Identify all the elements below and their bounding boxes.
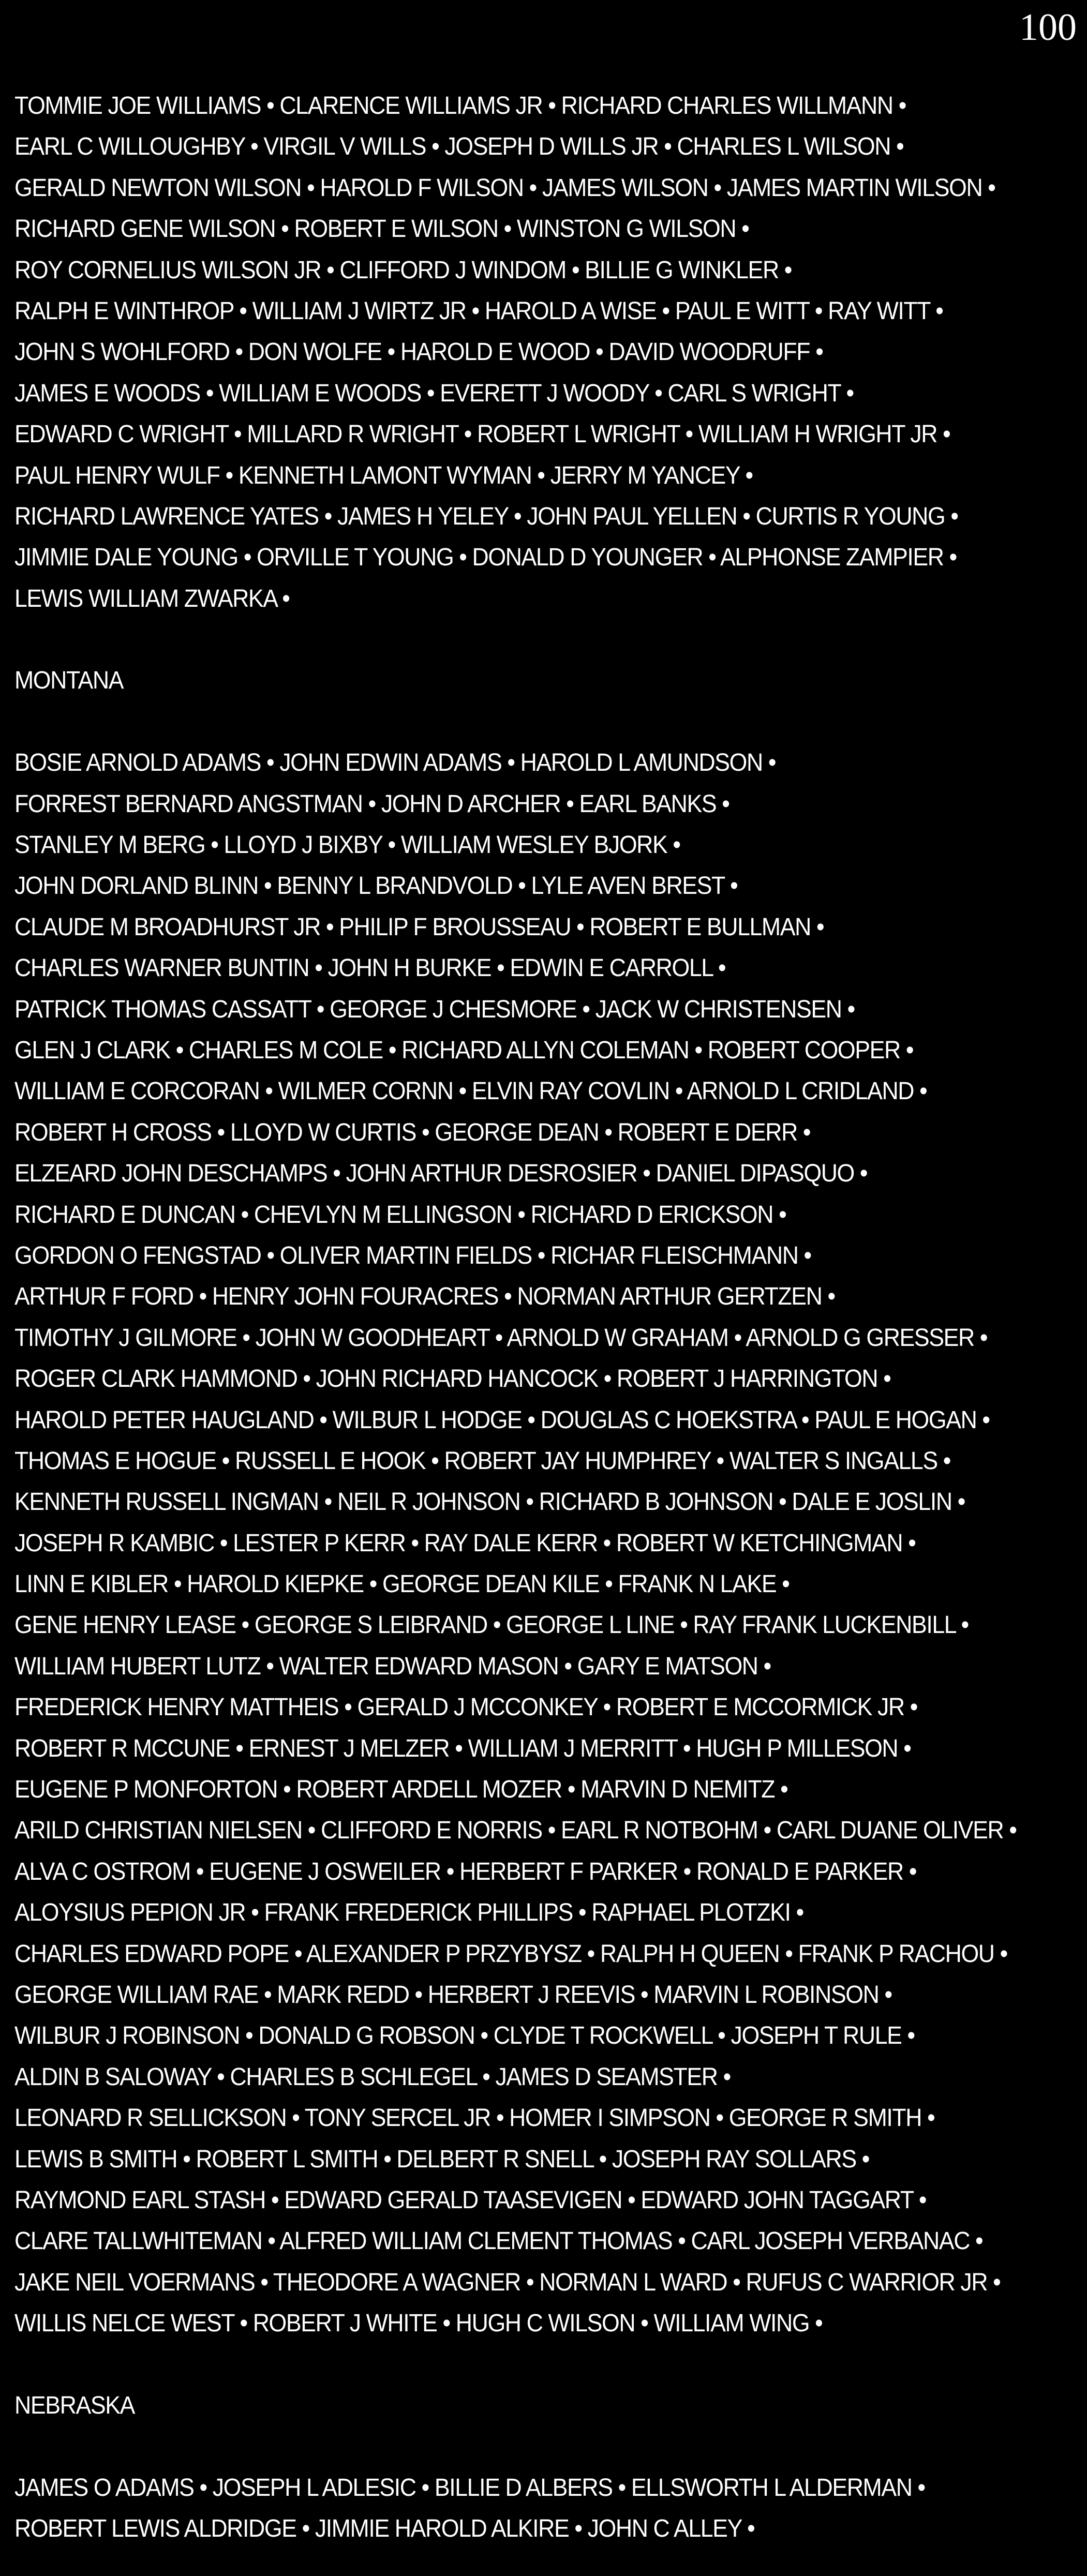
name-line: RICHARD E DUNCAN • CHEVLYN M ELLINGSON • RICHARD D ERICKSON • (14, 1201, 786, 1229)
name-line: ELZEARD JOHN DESCHAMPS • JOHN ARTHUR DESROSIER • DANIEL DIPASQUO • (14, 1160, 868, 1188)
name-line: WILLIAM HUBERT LUTZ • WALTER EDWARD MASON • GARY E MATSON • (14, 1652, 771, 1680)
section-spacer (14, 619, 1075, 660)
name-line: CHARLES WARNER BUNTIN • JOHN H BURKE • EDWIN E CARROLL • (14, 954, 726, 982)
name-line: ARTHUR F FORD • HENRY JOHN FOURACRES • NORMAN ARTHUR GERTZEN • (14, 1283, 835, 1311)
name-line: ALOYSIUS PEPION JR • FRANK FREDERICK PHILLIPS • RAPHAEL PLOTZKI • (14, 1899, 803, 1927)
section-spacer (14, 2426, 1075, 2467)
name-line: RALPH E WINTHROP • WILLIAM J WIRTZ JR • HAROLD A WISE • PAUL E WITT • RAY WITT • (14, 297, 943, 325)
name-line: JOSEPH R KAMBIC • LESTER P KERR • RAY DALE KERR • ROBERT W KETCHINGMAN • (14, 1529, 916, 1557)
name-line: RICHARD GENE WILSON • ROBERT E WILSON • WINSTON G WILSON • (14, 215, 749, 243)
name-line: ALVA C OSTROM • EUGENE J OSWEILER • HERBERT F PARKER • RONALD E PARKER • (14, 1858, 917, 1885)
name-line: ROGER CLARK HAMMOND • JOHN RICHARD HANCOCK • ROBERT J HARRINGTON • (14, 1365, 891, 1393)
name-line: EUGENE P MONFORTON • ROBERT ARDELL MOZER • MARVIN D NEMITZ • (14, 1776, 788, 1804)
name-line: LEWIS B SMITH • ROBERT L SMITH • DELBERT R SNELL • JOSEPH RAY SOLLARS • (14, 2145, 870, 2173)
name-line: FREDERICK HENRY MATTHEIS • GERALD J MCCONKEY • ROBERT E MCCORMICK JR • (14, 1694, 918, 1721)
name-line: JOHN DORLAND BLINN • BENNY L BRANDVOLD • LYLE AVEN BREST • (14, 872, 738, 900)
name-line: BOSIE ARNOLD ADAMS • JOHN EDWIN ADAMS • HAROLD L AMUNDSON • (14, 749, 776, 777)
name-line: HAROLD PETER HAUGLAND • WILBUR L HODGE • DOUGLAS C HOEKSTRA • PAUL E HOGAN • (14, 1406, 990, 1434)
name-line: GEORGE WILLIAM RAE • MARK REDD • HERBERT J REEVIS • MARVIN L ROBINSON • (14, 1981, 892, 2009)
name-line: STANLEY M BERG • LLOYD J BIXBY • WILLIAM WESLEY BJORK • (14, 831, 680, 859)
name-line: JAMES O ADAMS • JOSEPH L ADLESIC • BILLIE D ALBERS • ELLSWORTH L ALDERMAN • (14, 2474, 925, 2502)
name-line: CLAUDE M BROADHURST JR • PHILIP F BROUSSEAU • ROBERT E BULLMAN • (14, 913, 824, 941)
name-line: LINN E KIBLER • HAROLD KIEPKE • GEORGE DEAN KILE • FRANK N LAKE • (14, 1570, 790, 1598)
name-line: PAUL HENRY WULF • KENNETH LAMONT WYMAN • JERRY M YANCEY • (14, 461, 753, 489)
name-line: LEWIS WILLIAM ZWARKA • (14, 585, 290, 612)
state-heading: MONTANA (14, 667, 124, 695)
name-line: GLEN J CLARK • CHARLES M COLE • RICHARD ALLYN COLEMAN • ROBERT COOPER • (14, 1036, 914, 1064)
name-line: EARL C WILLOUGHBY • VIRGIL V WILLS • JOSEPH D WILLS JR • CHARLES L WILSON • (14, 133, 904, 161)
name-line: TOMMIE JOE WILLIAMS • CLARENCE WILLIAMS JR • RICHARD CHARLES WILLMANN • (14, 92, 906, 119)
name-line: WILBUR J ROBINSON • DONALD G ROBSON • CLYDE T ROCKWELL • JOSEPH T RULE • (14, 2022, 915, 2050)
name-line: GORDON O FENGSTAD • OLIVER MARTIN FIELDS • RICHAR FLEISCHMANN • (14, 1241, 811, 1269)
name-line: ROBERT R MCCUNE • ERNEST J MELZER • WILLIAM J MERRITT • HUGH P MILLESON • (14, 1734, 911, 1762)
name-line: RICHARD LAWRENCE YATES • JAMES H YELEY • JOHN PAUL YELLEN • CURTIS R YOUNG • (14, 502, 958, 530)
name-line: ROBERT LEWIS ALDRIDGE • JIMMIE HAROLD ALKIRE • JOHN C ALLEY • (14, 2515, 755, 2543)
section-spacer (14, 2344, 1075, 2385)
name-line: FORREST BERNARD ANGSTMAN • JOHN D ARCHER • EARL BANKS • (14, 790, 729, 818)
section-spacer (14, 701, 1075, 742)
name-line: THOMAS E HOGUE • RUSSELL E HOOK • ROBERT JAY HUMPHREY • WALTER S INGALLS • (14, 1447, 950, 1475)
name-line: JAKE NEIL VOERMANS • THEODORE A WAGNER • NORMAN L WARD • RUFUS C WARRIOR JR • (14, 2268, 1001, 2296)
name-line: PATRICK THOMAS CASSATT • GEORGE J CHESMORE • JACK W CHRISTENSEN • (14, 995, 855, 1023)
name-line: WILLIS NELCE WEST • ROBERT J WHITE • HUGH C WILSON • WILLIAM WING • (14, 2310, 823, 2338)
name-line: CLARE TALLWHITEMAN • ALFRED WILLIAM CLEMENT THOMAS • CARL JOSEPH VERBANAC • (14, 2227, 983, 2255)
name-line: ALDIN B SALOWAY • CHARLES B SCHLEGEL • JAMES D SEAMSTER • (14, 2063, 731, 2091)
name-line: GENE HENRY LEASE • GEORGE S LEIBRAND • GEORGE L LINE • RAY FRANK LUCKENBILL • (14, 1611, 969, 1639)
name-line: ARILD CHRISTIAN NIELSEN • CLIFFORD E NORRIS • EARL R NOTBOHM • CARL DUANE OLIVER • (14, 1817, 1017, 1845)
name-line: GERALD NEWTON WILSON • HAROLD F WILSON • JAMES WILSON • JAMES MARTIN WILSON • (14, 174, 995, 202)
name-line: WILLIAM E CORCORAN • WILMER CORNN • ELVIN RAY COVLIN • ARNOLD L CRIDLAND • (14, 1077, 927, 1105)
name-line: ROBERT H CROSS • LLOYD W CURTIS • GEORGE DEAN • ROBERT E DERR • (14, 1118, 811, 1146)
name-line: EDWARD C WRIGHT • MILLARD R WRIGHT • ROBERT L WRIGHT • WILLIAM H WRIGHT JR • (14, 421, 950, 448)
name-line: JOHN S WOHLFORD • DON WOLFE • HAROLD E WOOD • DAVID WOODRUFF • (14, 338, 823, 366)
name-line: CHARLES EDWARD POPE • ALEXANDER P PRZYBYSZ • RALPH H QUEEN • FRANK P RACHOU • (14, 1940, 1007, 1968)
name-line: JIMMIE DALE YOUNG • ORVILLE T YOUNG • DONALD D YOUNGER • ALPHONSE ZAMPIER • (14, 544, 957, 572)
name-line: ROY CORNELIUS WILSON JR • CLIFFORD J WINDOM • BILLIE G WINKLER • (14, 256, 792, 284)
page-number: 100 (1019, 6, 1077, 49)
name-line: TIMOTHY J GILMORE • JOHN W GOODHEART • ARNOLD W GRAHAM • ARNOLD G GRESSER • (14, 1324, 988, 1352)
name-line: RAYMOND EARL STASH • EDWARD GERALD TAASEVIGEN • EDWARD JOHN TAGGART • (14, 2186, 927, 2214)
name-line: JAMES E WOODS • WILLIAM E WOODS • EVERETT J WOODY • CARL S WRIGHT • (14, 379, 854, 407)
memorial-name-list (14, 85, 1075, 2549)
name-line: LEONARD R SELLICKSON • TONY SERCEL JR • HOMER I SIMPSON • GEORGE R SMITH • (14, 2104, 935, 2132)
name-line: KENNETH RUSSELL INGMAN • NEIL R JOHNSON • RICHARD B JOHNSON • DALE E JOSLIN • (14, 1488, 965, 1516)
state-heading: NEBRASKA (14, 2391, 135, 2419)
